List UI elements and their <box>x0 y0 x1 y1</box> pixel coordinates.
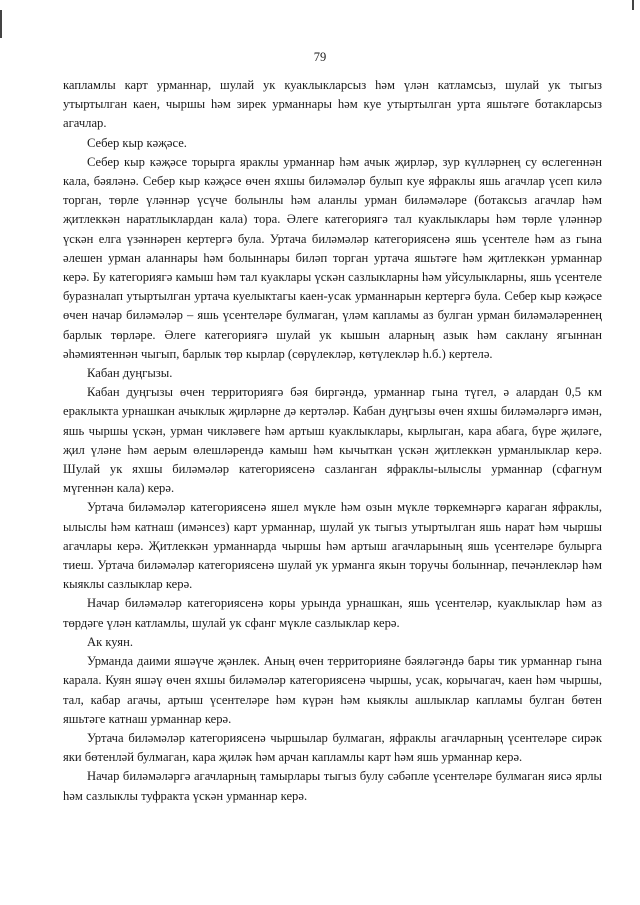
paragraph: Кабан дуңгызы өчен территориягә бәя биргәндә, урманнар гына түгел, ә алардан 0,5 км ераклыкта урнашкан ачыклык җирләрне дә кертәләр. Кабан дуңгызы өчен яхшы биләмәләргә имән, яшь чыршы үскән, урман чикләвеге һәм артыш куаклыклары, кырлыган, кара абага, бүре җиләге, җил үләне һәм аерым өлешләрендә камыш һәм кычыткан үскән җитлеккән урманлыклар керә. Шулай ук яхшы биләмәләр категориясенә сазланган яфраклы-ылыслы урманнар (сфагнум мүгеннән кала) керә. <box>63 385 602 496</box>
paragraph: Уртача биләмәләр категориясенә яшел мүкле һәм озын мүкле төркемнәргә караган яфраклы, ылыслы һәм катнаш (имәнсез) карт урманнар, шулай ук тыгыз утыртылган яшь нарат һәм чыршы агачлары керә. Җитлеккән урманнарда чыршы һәм артыш агачларының яшь үсентеләре булырга тиеш. Уртача биләмәләр категориясенә шулай ук урманга якын торучы болыннар, печәнлекләр һәм кыяклы сазлыклар керә. <box>63 500 602 592</box>
paragraph: Себер кыр кәҗәсе торырга яраклы урманнар һәм ачык җирләр, зур күлләрнең су өслегеннән кала, бәяләнә. Себер кыр кәҗәсе өчен яхшы биләмәләр булып куе яфраклы яшь агачлар үсеп килә торган, төрле үләннәр үсүче болынлы һәм аланлы урман биләмәләре (ботаксыз агачлар һәм җитлеккән наратлыклардан кала) тора. Әлеге категориягә тал куаклыклары һәм төрле үләннәр үскән елга үзәннәрен кертергә була. Уртача биләмәләр категориясенә яшь үсентеле һәм аз гына әлешен урман аланнары һәм болыннары биләп торган уртача яшьтәге һәм җитлеккән урманнар керә. Бу категориягә камыш һәм тал куаклары үскән сазлыкларны һәм уйсулыкларны, яшь үсентеле буразналап утыртылган уртача куелыктагы каен-усак урманнарын кертергә була. Себер кыр кәҗәсе өчен начар биләмәләр – яшь үсентеләре булмаган, үләм капламы аз булган урман биләмәләреннең барлык төрләре. Әлеге категориягә шулай ук кышын аларның азык һәм саклану ягыннан әһәмиятеннән чыгып, барлык төр кырлар (сөрүлекләр, көтүлекләр һ.б.) кертелә. <box>63 154 602 361</box>
paragraph: капламлы карт урманнар, шулай ук куаклыкларсыз һәм үлән катламсыз, шулай ук тыгыз утыртылган каен, чыршы һәм зирек урманнары һәм куе утыртылган урта яшьтәге ботакларсыз агачлар. <box>63 78 602 131</box>
paragraph: Уртача биләмәләр категориясенә чыршылар булмаган, яфраклы агачларның үсентеләре сирәк яки бөтенләй булмаган, кара җиләк һәм арчан капламлы карт һәм яшь урманнар керә. <box>63 730 602 765</box>
body-text <box>63 76 602 806</box>
paragraph: Начар биләмәләр категориясенә коры урында урнашкан, яшь үсентеләр, куаклыклар һәм аз төрдәге үлән катламлы, шулай ук сфанг мүкле сазлыклар керә. <box>63 596 602 630</box>
paragraph: Урманда даими яшәүче җәнлек. Аның өчен территорияне бәяләгәндә бары тик урманнар гына карала. Куян яшәү өчен яхшы биләмәләр категориясенә чыршы, усак, корычагач, каен һәм чыршы, тал, кабар агачы, артыш үсентеләре һәм күрән һәм кыяклы ашлыклар капламы булган бөтен яшьтәге катнаш урманнар керә. <box>63 654 602 726</box>
scan-edge-mark <box>632 0 634 10</box>
section-heading: Кабан дуңгызы. <box>87 366 173 381</box>
section-heading: Себер кыр кәҗәсе. <box>87 135 187 150</box>
scan-edge-mark <box>0 10 2 38</box>
page-number: 79 <box>313 50 327 64</box>
section-heading: Ак куян. <box>87 634 133 649</box>
paragraph: Начар биләмәләргә агачларның тамырлары тыгыз булу сәбәпле үсентеләре булмаган яисә ярлы һәм сазлыклы туфракта үскән урманнар керә. <box>63 769 602 803</box>
